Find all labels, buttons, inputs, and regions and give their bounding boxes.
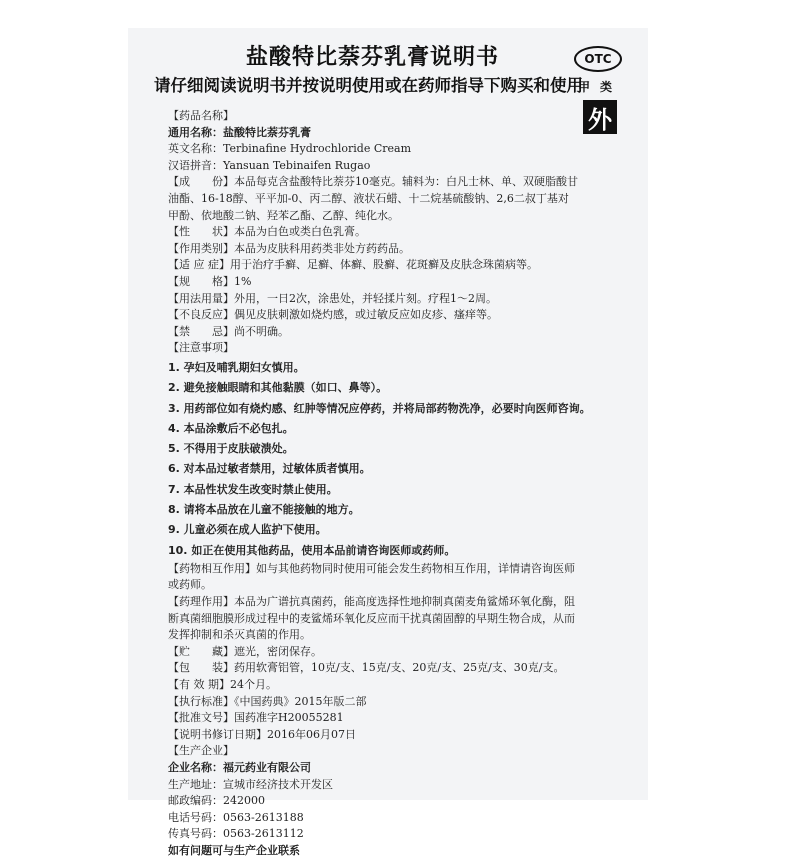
notes-header: 【注意事项】 (168, 341, 234, 355)
usage-dosage: 【用法用量】外用，一日2次，涂患处，并轻揉片刻。疗程1～2周。 (168, 291, 497, 305)
category: 【作用类别】本品为皮肤科用药类非处方药药品。 (168, 241, 410, 255)
contraindications: 【禁 忌】尚不明确。 (168, 324, 289, 338)
validity: 【有 效 期】24个月。 (168, 678, 277, 692)
specification: 【规 格】1% (168, 274, 252, 288)
otc-badge: OTC (574, 46, 622, 72)
indication: 【适 应 症】用于治疗手癣、足癣、体癣、股癣、花斑癣及皮肤念珠菌病等。 (168, 258, 538, 272)
pinyin-name: 汉语拼音：Yansuan Tebinaifen Rugao (168, 158, 371, 172)
english-name: 英文名称：Terbinafine Hydrochloride Cream (168, 142, 411, 156)
document-subtitle: 请仔细阅读说明书并按说明使用或在药师指导下购买和使用 (154, 76, 583, 95)
note-item: 9. 儿童必须在成人监护下使用。 (168, 523, 327, 537)
character: 【性 状】本品为白色或类白色乳膏。 (168, 225, 366, 239)
leaflet-body (168, 108, 591, 860)
note-item: 2. 避免接触眼睛和其他黏膜（如口、鼻等）。 (168, 381, 388, 395)
pharmacology: 【药理作用】本品为广谱抗真菌药，能高度选择性地抑制真菌麦角鲨烯环氧化酶，阻断真菌细胞膜形成过程中的麦鲨烯环氧化反应而干扰真菌固醇的早期生物合成，从而发挥抑制和杀灭真菌的作用。 (168, 595, 575, 642)
note-item: 7. 本品性状发生改变时禁止使用。 (168, 482, 338, 496)
drug-name-header: 【药品名称】 (168, 109, 234, 122)
standard: 【执行标准】《中国药典》2015年版二部 (168, 694, 367, 708)
note-item: 5. 不得用于皮肤破溃处。 (168, 442, 294, 456)
leaflet-page (128, 28, 648, 857)
adverse-reactions: 【不良反应】偶见皮肤刺激如烧灼感，或过敏反应如皮疹、瘙痒等。 (168, 308, 498, 322)
drug-interaction: 【药物相互作用】如与其他药物同时使用可能会发生药物相互作用，详情请咨询医师或药师。 (168, 561, 575, 592)
note-item: 10. 如正在使用其他药品，使用本品前请咨询医师或药师。 (168, 543, 456, 557)
document-title: 盐酸特比萘芬乳膏说明书 (246, 45, 500, 70)
fax-number: 传真号码：0563-2613112 (168, 827, 304, 841)
note-item: 4. 本品涂敷后不必包扎。 (168, 421, 294, 435)
postcode: 邮政编码：242000 (168, 794, 265, 808)
contact-footer: 如有问题可与生产企业联系 (168, 843, 300, 857)
note-item: 3. 用药部位如有烧灼感、红肿等情况应停药，并将局部药物洗净，必要时向医师咨询。 (168, 401, 591, 415)
note-item: 1. 孕妇及哺乳期妇女慎用。 (168, 360, 305, 374)
generic-name: 通用名称：盐酸特比萘芬乳膏 (168, 125, 311, 139)
phone-number: 电话号码：0563-2613188 (168, 810, 304, 824)
external-use-badge: 外 (583, 100, 617, 134)
manufacturer-header: 【生产企业】 (168, 744, 234, 758)
package: 【包 装】药用软膏铝管，10克/支、15克/支、20克/支、25克/支、30克/支。 (168, 661, 565, 675)
revision-date: 【说明书修订日期】2016年06月07日 (168, 727, 356, 741)
production-address: 生产地址：宣城市经济技术开发区 (168, 777, 333, 791)
approval-number: 【批准文号】国药准字H20055281 (168, 711, 344, 725)
notes-list (168, 358, 591, 561)
composition: 【成 份】本品每克含盐酸特比萘芬10毫克。辅料为：白凡士林、单、双硬脂酸甘油酯、16-18醇、平平加-0、丙二醇、液状石蜡、十二烷基硫酸钠、2,6二叔丁基对甲酚、依地酸二钠、羟苯乙酯、乙醇、纯化水。 (168, 175, 578, 222)
class-a-label: 甲类 (578, 80, 623, 94)
company-name: 企业名称：福元药业有限公司 (168, 761, 311, 774)
note-item: 8. 请将本品放在儿童不能接触的地方。 (168, 502, 360, 516)
storage: 【贮 藏】遮光，密闭保存。 (168, 644, 322, 658)
note-item: 6. 对本品过敏者禁用，过敏体质者慎用。 (168, 462, 371, 476)
